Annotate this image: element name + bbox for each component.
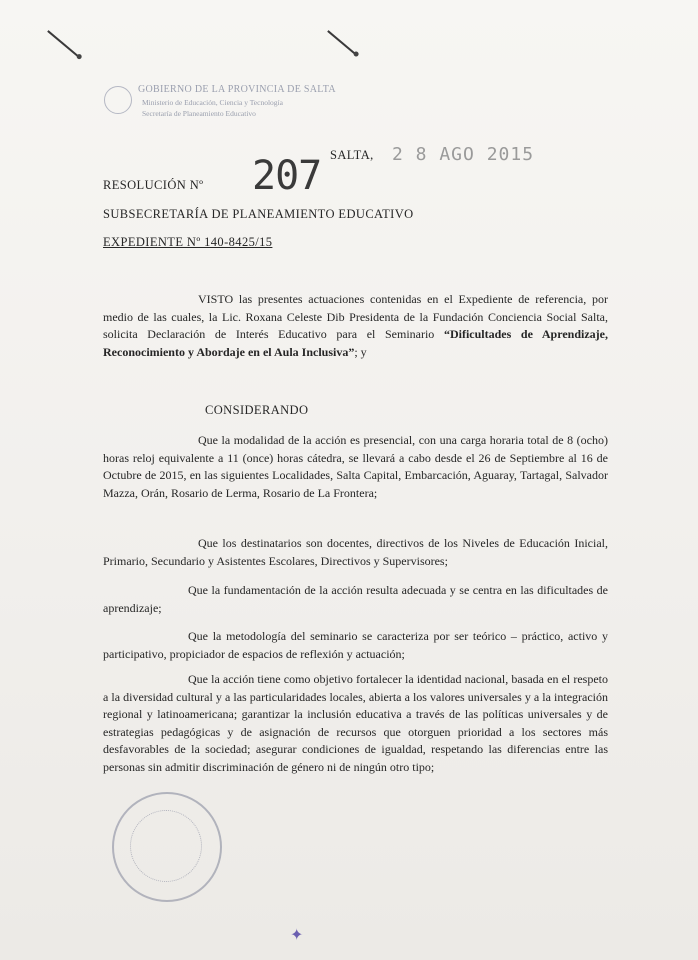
considerando-heading: CONSIDERANDO (205, 403, 309, 417)
punch-mark-left (48, 30, 80, 57)
visto-tail: ; y (354, 344, 367, 359)
visto-paragraph (103, 291, 608, 361)
letterhead (104, 84, 336, 132)
considerando-paragraph-5: Que la acción tiene como objetivo fortalecer la identidad nacional, basada en el respeto a la diversidad cultural y a las particularidades locales, abierta a los valores universales y a la integración regional y latinoamericana; garantizar la inclusión educativa a través de las políticas universales y de estrategias pedagógicas y de asignación de recursos que otorguen prioridad a los sectores más desfavorables de la sociedad; asegurar condiciones de igualdad, respetando las diferencias entre las personas sin admitir discriminación de género ni de ningún otro tipo; (103, 672, 608, 774)
pen-mark-icon: ✦ (290, 927, 304, 944)
considerando-paragraph-4: Que la metodología del seminario se caracteriza por ser teórico – práctico, activo y participativo, propiciador de espacios de reflexión y actuación; (103, 629, 608, 661)
visto-text: las presentes actuaciones contenidas en el Expediente de referencia, por medio de las cuales, la Lic. Roxana Celeste Dib Presidenta de la Fundación Conciencia Social Salta, solicita Declaración de Interés Educativo para el Seminario (103, 292, 608, 341)
visto-lead: VISTO (198, 292, 234, 306)
office-title: SUBSECRETARÍA DE PLANEAMIENTO EDUCATIVO (103, 207, 414, 221)
letterhead-ministry: Ministerio de Educación, Ciencia y Tecnología (142, 98, 283, 107)
stamp-inner-ring (130, 810, 202, 882)
letterhead-secretariat: Secretaría de Planeamiento Educativo (142, 109, 256, 118)
province-seal-icon (104, 86, 132, 114)
file-number: EXPEDIENTE Nº 140-8425/15 (103, 235, 273, 249)
letterhead-government: GOBIERNO DE LA PROVINCIA DE SALTA (138, 84, 336, 95)
date-stamp: 2 8 AGO 2015 (392, 144, 535, 165)
considerando-paragraph-3: Que la fundamentación de la acción resulta adecuada y se centra en las dificultades de aprendizaje; (103, 583, 608, 615)
seminar-title: “Dificultades de Aprendizaje, Reconocimiento y Abordaje en el Aula Inclusiva” (103, 327, 608, 359)
considerando-paragraph-1: Que la modalidad de la acción es presencial, con una carga horaria total de 8 (ocho) horas reloj equivalente a 11 (once) horas cátedra, se llevará a cabo desde el 26 de Septiembre al 16 de Octubre de 2015, en las siguientes Localidades, Salta Capital, Embarcación, Aguaray, Tartagal, Salvador Mazza, Orán, Rosario de Lerma, Rosario de La Frontera; (103, 433, 608, 500)
place-label: SALTA, (330, 148, 374, 162)
resolution-label: RESOLUCIÓN Nº (103, 178, 204, 192)
resolution-number: 207 (252, 153, 322, 199)
official-round-stamp (112, 792, 222, 902)
considerando-paragraph-2: Que los destinatarios son docentes, directivos de los Niveles de Educación Inicial, Primario, Secundario y Asistentes Escolares, Directivos y Supervisores; (103, 536, 608, 568)
punch-mark-right (328, 30, 357, 54)
